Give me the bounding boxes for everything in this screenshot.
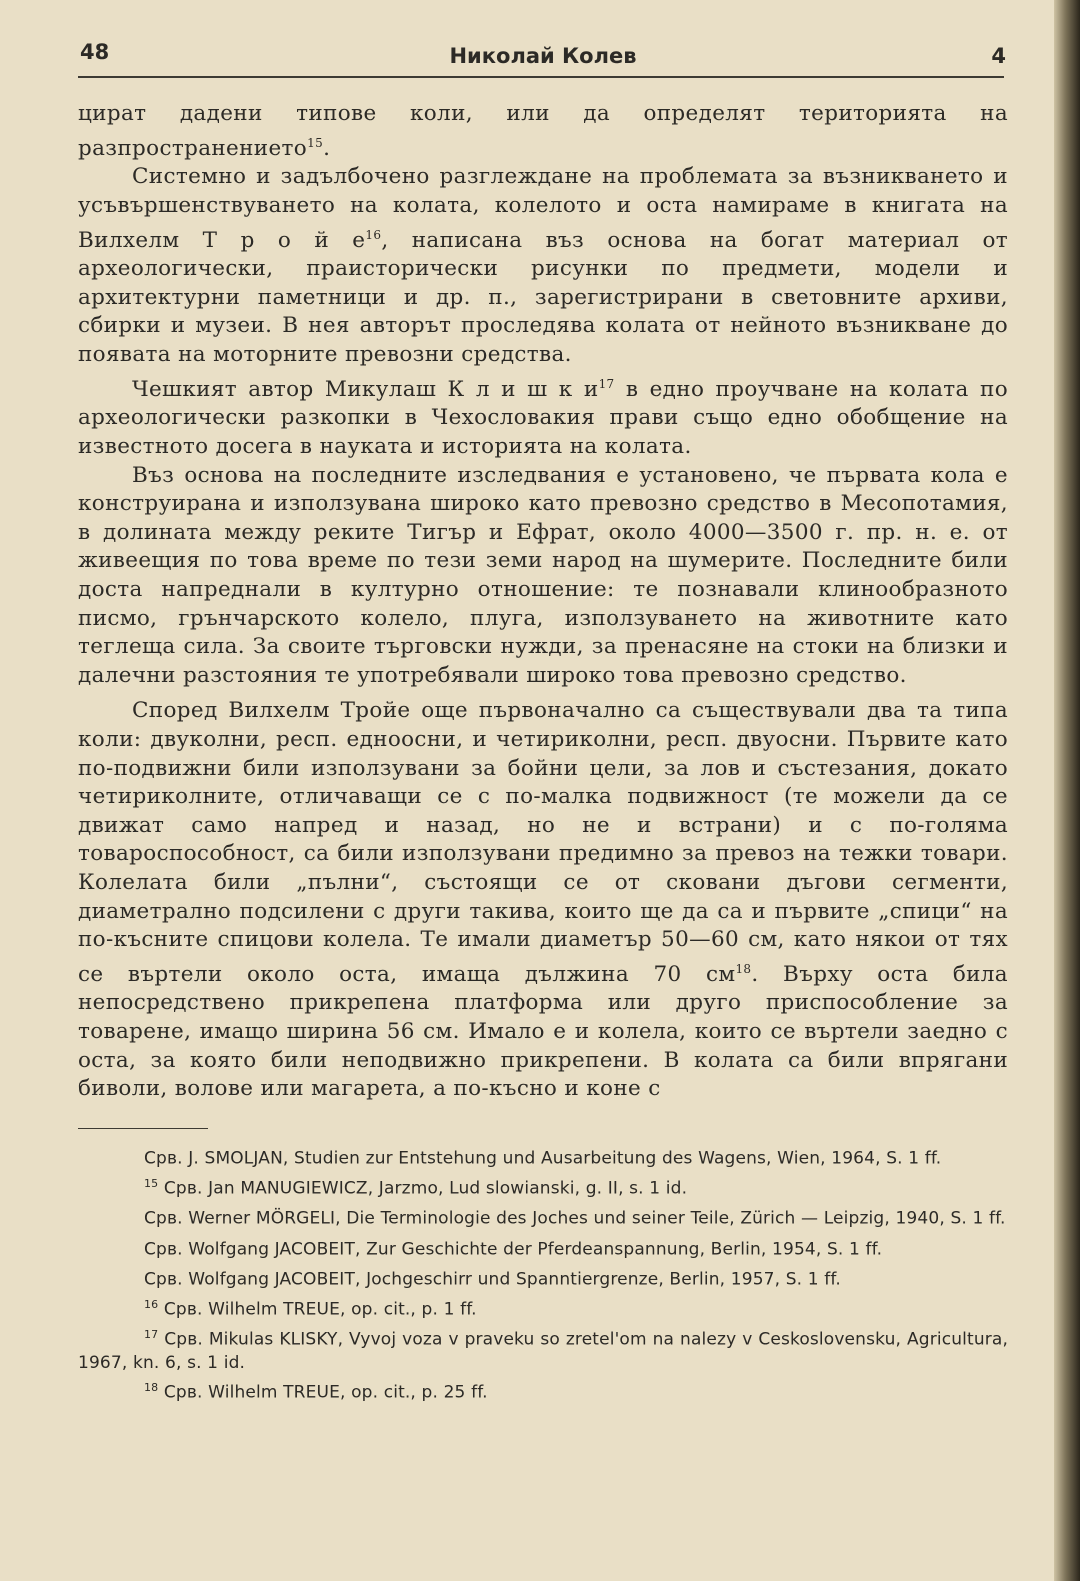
footnote: $^{18}$ Срв. Wilhelm TREUE, op. cit., p. 25 ff. <box>144 1381 488 1403</box>
footnote-ref: 15 <box>307 135 324 150</box>
book-page <box>78 22 1008 1407</box>
signature-mark: 4 <box>991 44 1006 68</box>
footnote: Срв. Werner MÖRGELI, Die Terminologie des Joches und seiner Teile, Zürich — Leipzig, 1940, S. 1 ff. <box>144 1208 1006 1229</box>
footnote: $^{16}$ Срв. Wilhelm TREUE, op. cit., p. 1 ff. <box>144 1298 477 1320</box>
running-header <box>78 22 1008 66</box>
footnote: Срв. Wolfgang JACOBEIT, Jochgeschirr und Spanntiergrenze, Berlin, 1957, S. 1 ff. <box>144 1269 841 1290</box>
running-head-author: Николай Колев <box>449 44 637 68</box>
footnote-ref: 17 <box>598 376 615 391</box>
paragraph: Според Вилхелм Тройе още първоначално са съществували два та типа коли: двуколни, респ. едноосни, и четириколни, респ. двуосни. Първите като по-подвижни били използувани за бойни цели, за лов и състезания, докато четириколните, отличаващи се с по-малка подвижност (те можели да се движат само напред и назад, но не и встрани) и с по-голяма товароспособност, са били използувани предимно за превоз на тежки товари. Колелата били „пълни“, състоящи се от сковани дъгови сегменти, диаметрално подсилени с други такива, които ще да са и първите „спици“ на по-късните спицови колела. Те имали диаметър 50—60 см, като някои от тях се въртели около оста, имаща дължина 70 $см^{18}$. Върху оста била непосредствено прикрепена платформа или друго приспособление за товарене, имащо ширина 56 см. Имало е и колела, които се въртели заедно с оста, за която били неподвижно прикрепени. В колата са били впрягани биволи, волове или магарета, а по-късно и коне с <box>78 698 1008 1102</box>
footnote: Срв. J. SMOLJAN, Studien zur Entstehung und Ausarbeitung des Wagens, Wien, 1964, S. 1 ff. <box>144 1148 942 1169</box>
footnote-ref: 16 <box>365 227 382 242</box>
paragraph: цират дадени типове коли, или да определят територията на разпространението$^{15}$. <box>78 101 1008 161</box>
footnote-ref: 18 <box>735 961 752 976</box>
footnote: $^{17}$ Срв. Mikulas KLISKY, Vyvoj voza v praveku so zretel'om na nalezy v Ceskoslovensku, Agricultura, 1967, kn. 6, s. 1 id. <box>78 1328 1009 1373</box>
footnote: $^{15}$ Срв. Jan MANUGIEWICZ, Jarzmo, Lud slowianski, g. II, s. 1 id. <box>144 1177 688 1199</box>
paragraph: Въз основа на последните изследвания е установено, че първата кола е конструирана и използувана широко като превозно средство в Месопотамия, в долината между реките Тигър и Ефрат, около 4000—3500 г. пр. н. е. от живеещия по това време по тези земи народ на шумерите. Последните били доста напреднали в културно отношение: те познавали клинообразното писмо, грънчарското колело, плуга, използуването на животните като теглеща сила. За своите търговски нужди, за пренасяне на стоки на близки и далечни разстояния те употребявали широко това превозно средство. <box>78 462 1008 688</box>
paragraph: Системно и задълбочено разглеждане на проблемата за възникването и усъвършенствуването на колата, колелото и оста намираме в книгата на Вилхелм Т р о й $е^{16}$, написана въз основа на богат материал от археологически, праисторически рисунки по предмети, модели и архитектурни паметници и др. п., зарегистрирани в световните архиви, сбирки и музеи. В нея авторът проследява колата от нейното възникване до появата на моторните превозни средства. <box>78 164 1008 368</box>
paragraph: Чешкият автор Микулаш К л и ш к $и^{17}$ в едно проучване на колата по археологически разкопки в Чехословакия прави също едно обобщение на известното досега в науката и историята на колата. <box>78 376 1008 459</box>
main-text <box>78 100 1008 1104</box>
footnote-rule <box>78 1128 208 1129</box>
page-edge-shadow <box>1054 0 1080 1581</box>
header-rule <box>78 76 1004 78</box>
page-number: 48 <box>80 40 110 64</box>
footnotes <box>78 1143 1008 1405</box>
footnote: Срв. Wolfgang JACOBEIT, Zur Geschichte der Pferdeanspannung, Berlin, 1954, S. 1 ff. <box>144 1239 883 1260</box>
